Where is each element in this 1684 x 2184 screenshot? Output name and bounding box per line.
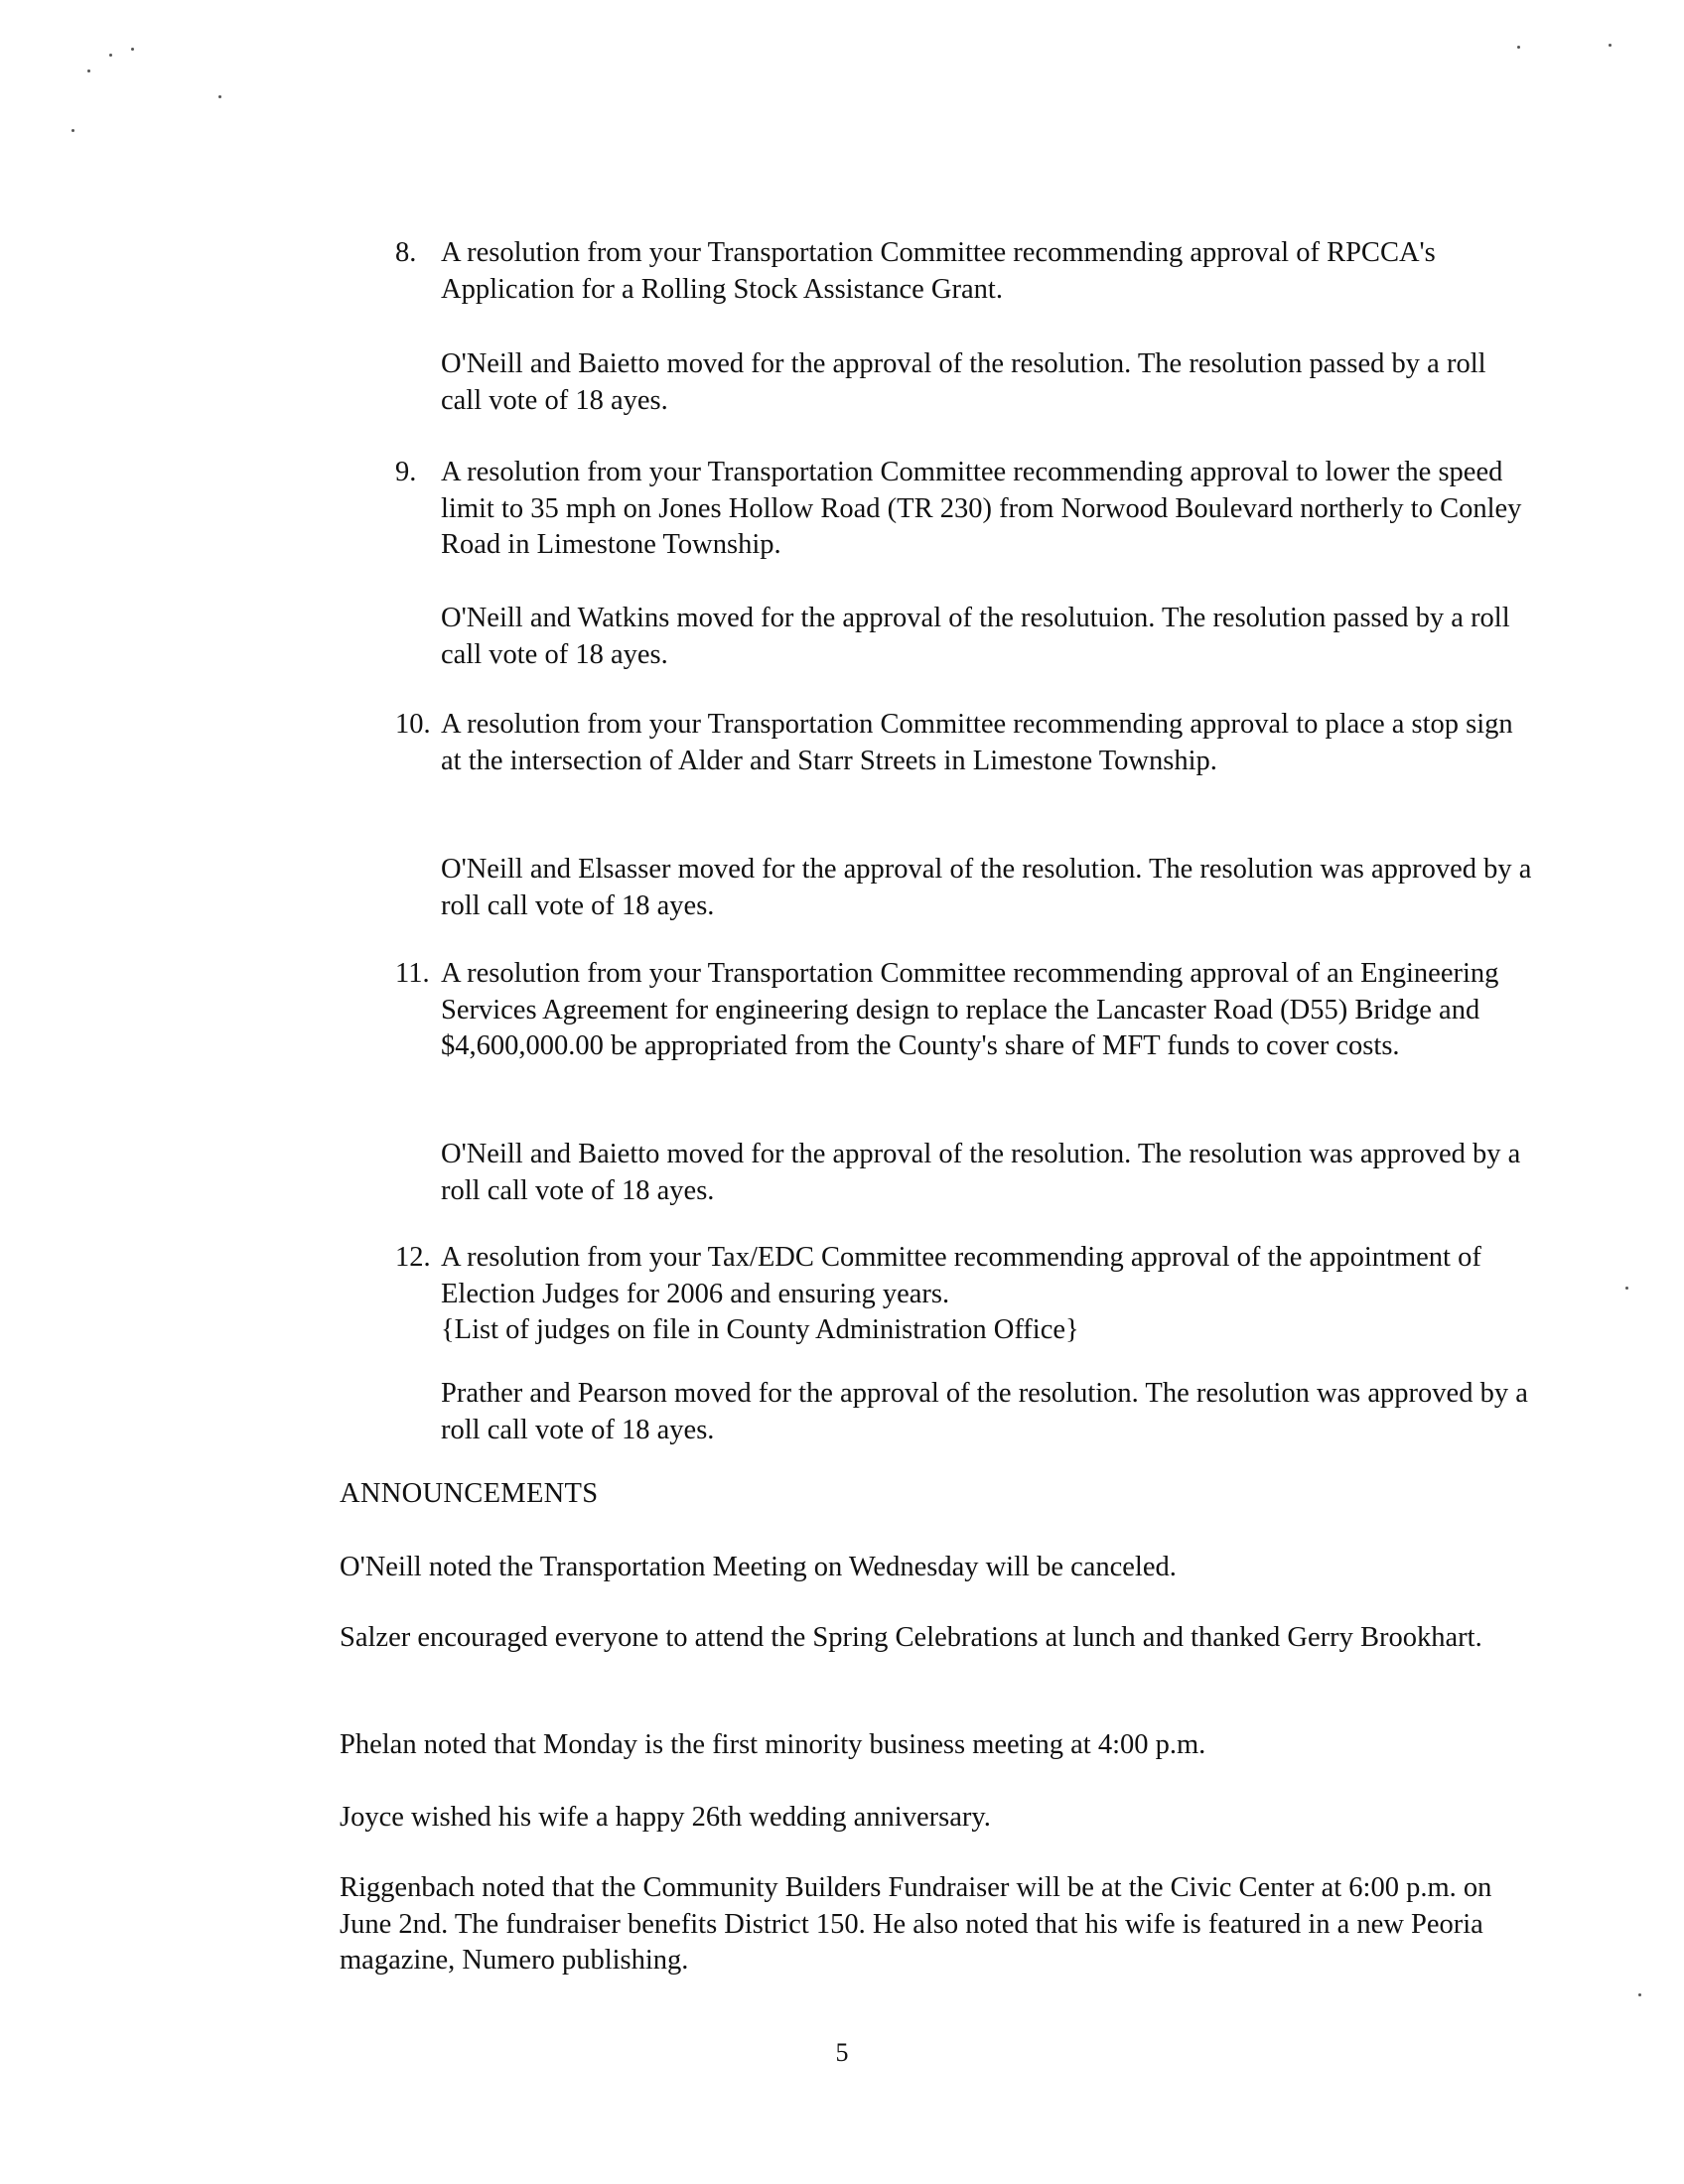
item-motion: O'Neill and Elsasser moved for the approval of the resolution. The resolution was approved by a roll call vote of 18 ayes. xyxy=(441,854,1532,921)
item-motion: O'Neill and Watkins moved for the approval of the resolutuion. The resolution passed by a roll call vote of 18 ayes. xyxy=(441,603,1510,670)
scan-speck xyxy=(218,95,221,98)
item-text: A resolution from your Transportation Committee recommending approval of RPCCA's Application for a Rolling Stock Assistance Grant. xyxy=(441,237,1436,305)
scan-speck xyxy=(1625,1287,1628,1290)
scan-speck xyxy=(109,54,112,57)
announcement-paragraph: Riggenbach noted that the Community Builders Fundraiser will be at the Civic Center at 6:00 p.m. on June 2nd. The fundraiser benefits District 150. He also noted that his wife is featured in a new Peoria magazine, Numero publishing. xyxy=(340,1872,1492,1976)
item-motion: O'Neill and Baietto moved for the approval of the resolution. The resolution passed by a roll call vote of 18 ayes. xyxy=(441,348,1486,416)
item-number: 12. xyxy=(395,1242,431,1273)
scan-speck xyxy=(1638,1993,1641,1996)
resolution-item xyxy=(395,235,1527,308)
announcement-paragraph: Joyce wished his wife a happy 26th wedding anniversary. xyxy=(340,1802,991,1833)
item-note: {List of judges on file in County Administration Office} xyxy=(441,1314,1079,1345)
scan-speck xyxy=(71,129,74,132)
resolution-item xyxy=(395,707,1527,779)
resolution-item xyxy=(395,455,1527,564)
item-motion: Prather and Pearson moved for the approval of the resolution. The resolution was approved by a roll call vote of 18 ayes. xyxy=(441,1378,1528,1445)
announcement-paragraph: Phelan noted that Monday is the first minority business meeting at 4:00 p.m. xyxy=(340,1729,1206,1760)
page-number: 5 xyxy=(835,2038,849,2067)
item-text: A resolution from your Tax/EDC Committee recommending approval of the appointment of Election Judges for 2006 and ensuring years. xyxy=(441,1242,1481,1309)
announcement-paragraph: Salzer encouraged everyone to attend the Spring Celebrations at lunch and thanked Gerry Brookhart. xyxy=(340,1622,1482,1653)
resolution-item xyxy=(395,1240,1527,1349)
item-text: A resolution from your Transportation Committee recommending approval to place a stop sign at the intersection of Alder and Starr Streets in Limestone Township. xyxy=(441,709,1513,776)
item-text: A resolution from your Transportation Committee recommending approval of an Engineering Services Agreement for engineering design to replace the Lancaster Road (D55) Bridge and $4,600,000.00 be appropriated from the County's share of MFT funds to cover costs. xyxy=(441,958,1499,1061)
item-number: 10. xyxy=(395,709,431,740)
item-number: 8. xyxy=(395,237,417,268)
item-number: 11. xyxy=(395,958,430,989)
scan-speck xyxy=(87,69,90,72)
item-motion: O'Neill and Baietto moved for the approval of the resolution. The resolution was approved by a roll call vote of 18 ayes. xyxy=(441,1139,1521,1206)
item-number: 9. xyxy=(395,457,417,487)
announcements-heading: ANNOUNCEMENTS xyxy=(340,1478,599,1509)
scan-speck xyxy=(1517,46,1520,49)
announcement-paragraph: O'Neill noted the Transportation Meeting on Wednesday will be canceled. xyxy=(340,1552,1177,1582)
resolution-item xyxy=(395,956,1527,1065)
item-text: A resolution from your Transportation Committee recommending approval to lower the speed limit to 35 mph on Jones Hollow Road (TR 230) from Norwood Boulevard northerly to Conley Road in Limestone Township. xyxy=(441,457,1522,560)
scan-speck xyxy=(1609,44,1612,47)
scan-speck xyxy=(131,48,134,51)
